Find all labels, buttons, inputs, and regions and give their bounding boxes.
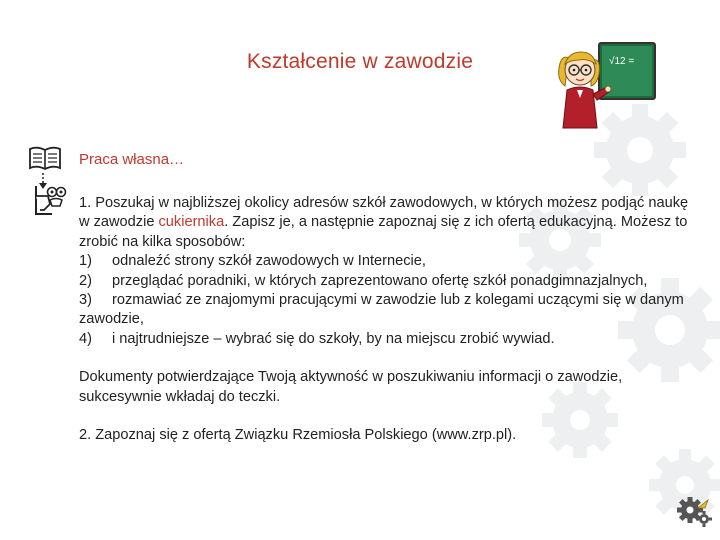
list-item-number: 4) xyxy=(79,330,92,347)
list-item-text: przeglądać poradniki, w których zaprezentowano ofertę szkół ponadgimnazjalnych, xyxy=(112,272,648,289)
teacher-at-blackboard-icon xyxy=(553,40,658,130)
gear-navigation-icon[interactable] xyxy=(674,494,714,530)
list-item xyxy=(79,252,689,271)
list-item-text: rozmawiać ze znajomymi pracującymi w zawodzie lub z kolegami uczącymi się w danym zawodzie, xyxy=(79,292,684,328)
task-1-suffix: . Zapisz je, a następnie zapoznaj się z ich ofertą edukacyjną. Możesz to zrobić na kilka sposobów: xyxy=(79,214,688,250)
list-item-text: i najtrudniejsze – wybrać się do szkoły, by na miejscu zrobić wywiad. xyxy=(112,330,555,347)
blackboard-text: √12 = xyxy=(609,56,635,67)
list-item-number: 2) xyxy=(79,272,92,289)
open-book-icon xyxy=(28,145,62,171)
task-2-paragraph: 2. Zapoznaj się z ofertą Związku Rzemiosła Polskiego (www.zrp.pl). xyxy=(79,427,517,444)
list-item-text: odnaleźć strony szkół zawodowych w Internecie, xyxy=(112,253,426,270)
task-1-prefix: 1. Poszukaj w najbliższej okolicy adresów szkół zawodowych, w których możesz podjąć naukę w zawodzie xyxy=(79,195,689,231)
slide-title: Kształcenie w zawodzie xyxy=(246,50,474,73)
profession-highlight: cukiernika xyxy=(158,214,225,231)
documents-note: Dokumenty potwierdzające Twoją aktywność w poszukiwaniu informacji o zawodzie, sukcesywnie wkładaj do teczki. xyxy=(79,369,623,405)
section-subtitle: Praca własna… xyxy=(79,151,185,168)
task-1-paragraph xyxy=(79,194,689,252)
slide-content xyxy=(79,194,689,445)
list-item xyxy=(79,330,689,349)
student-reading-icon xyxy=(30,182,70,218)
list-item xyxy=(79,291,689,330)
list-item-number: 3) xyxy=(79,292,92,309)
list-item xyxy=(79,272,689,291)
list-item-number: 1) xyxy=(79,253,92,270)
